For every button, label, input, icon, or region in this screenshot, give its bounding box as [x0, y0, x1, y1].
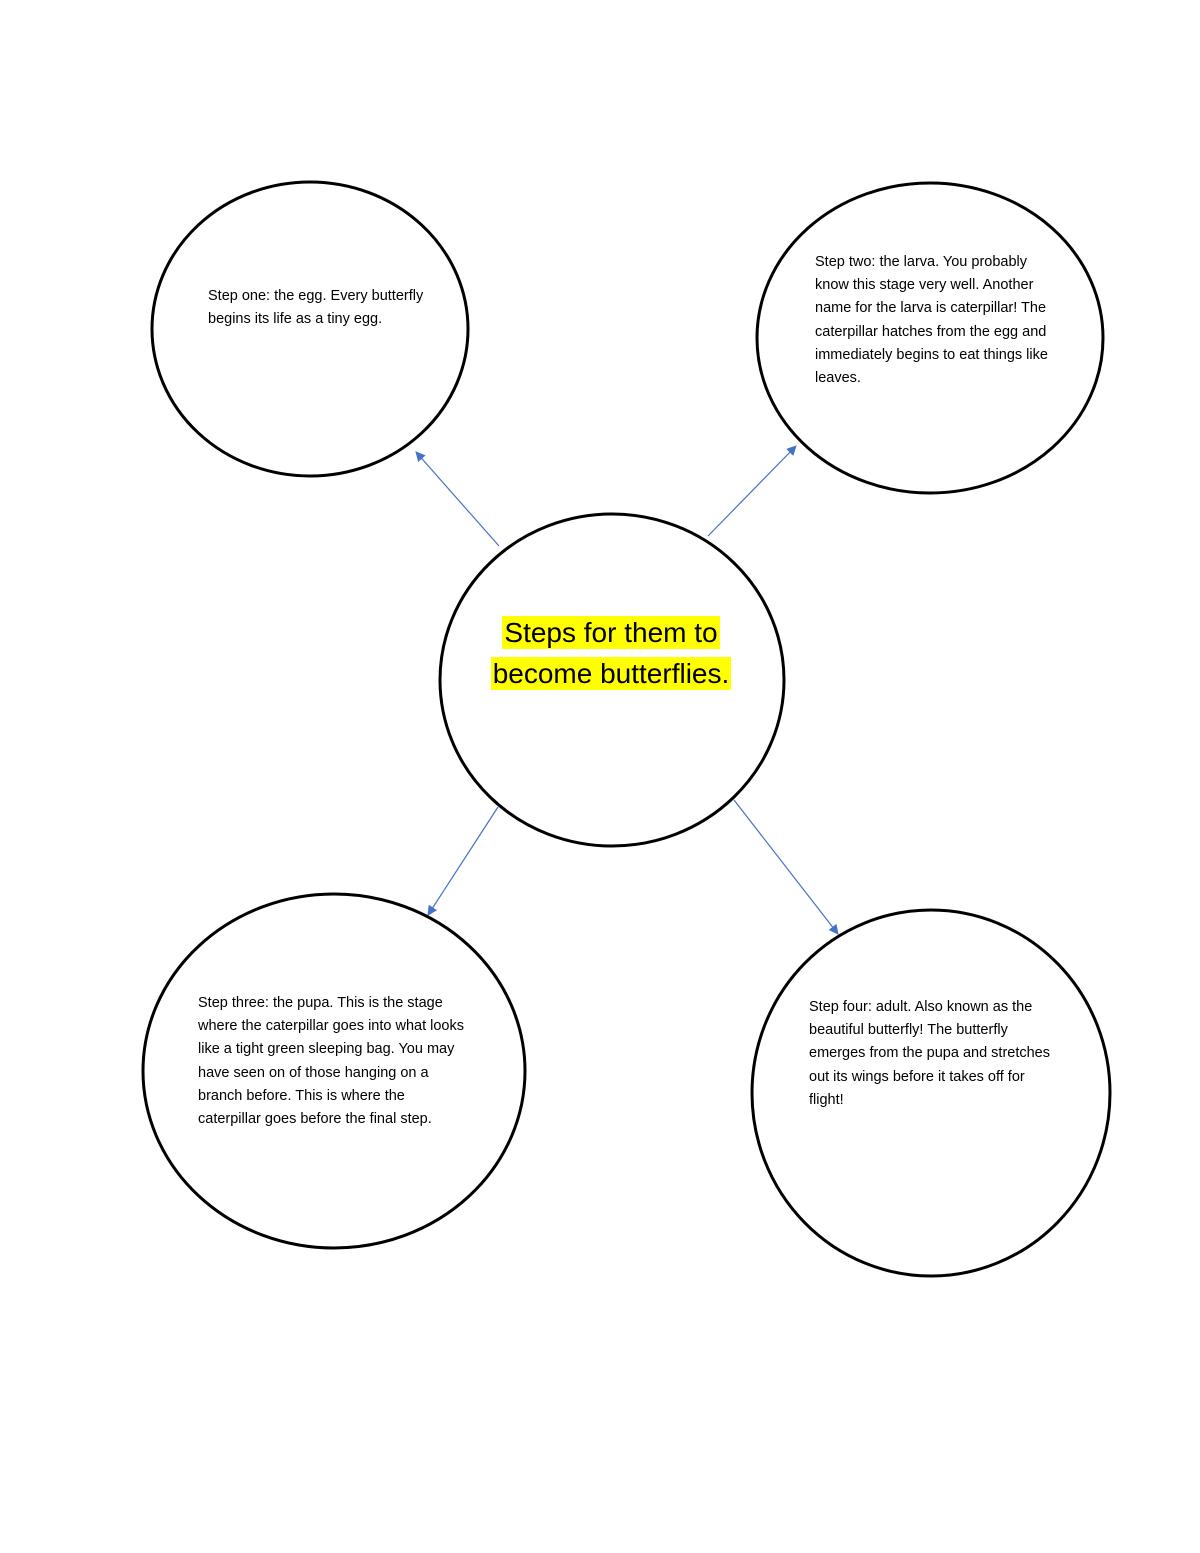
arrow-center-to-step-four	[734, 800, 838, 934]
step-three-text: Step three: the pupa. This is the stage where the caterpillar goes into what looks like a tight green sleeping bag. You may have seen on of those hanging on a branch before. This is where the caterpillar goes before the final step.	[198, 995, 464, 1128]
step-four-text: Step four: adult. Also known as the beautiful butterfly! The butterfly emerges from the pupa and stretches out its wings before it takes off for flight!	[809, 999, 1050, 1108]
center-title-highlight: Steps for them to become butterflies.	[492, 617, 730, 689]
center-title	[470, 612, 752, 694]
arrow-center-to-step-two	[708, 446, 796, 536]
arrow-center-to-step-three	[428, 807, 498, 915]
step-two-text: Step two: the larva. You probably know this stage very well. Another name for the larva is caterpillar! The caterpillar hatches from the egg and immediately begins to eat things like leaves.	[815, 254, 1048, 387]
arrow-center-to-step-one	[416, 452, 499, 546]
step-one-text: Step one: the egg. Every butterfly begins its life as a tiny egg.	[208, 288, 424, 328]
